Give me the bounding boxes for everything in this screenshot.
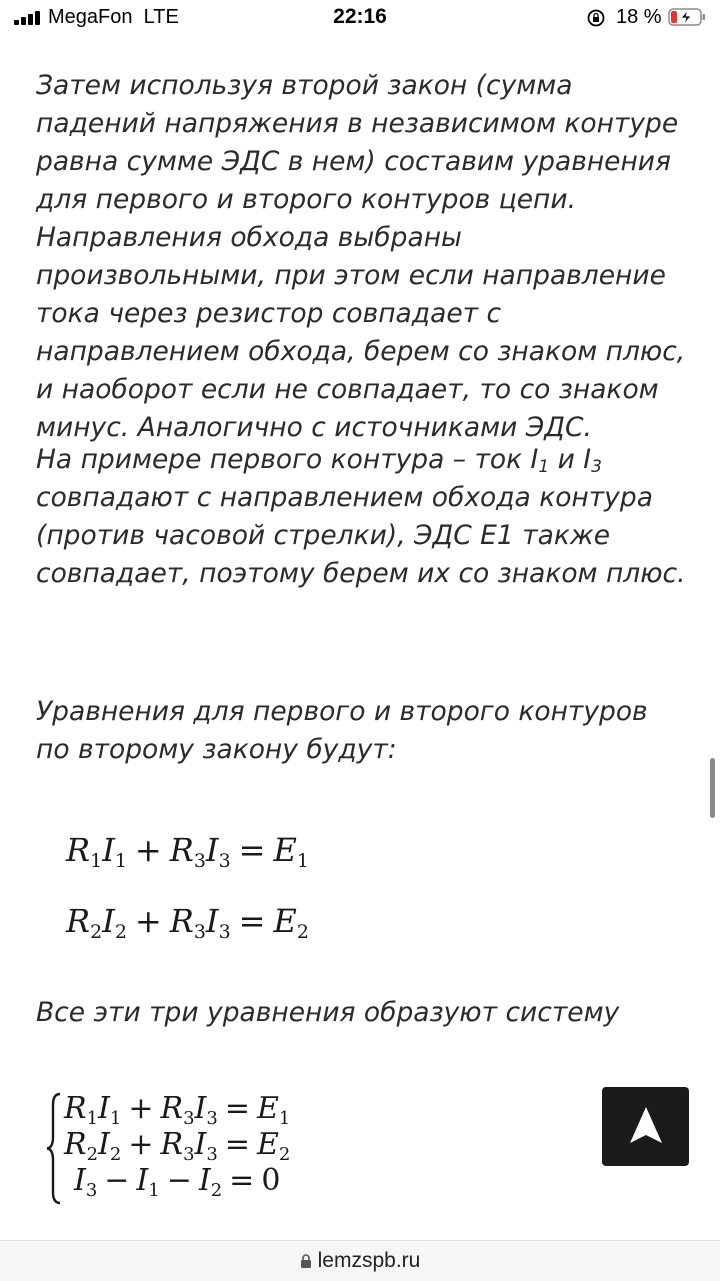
system-line-1: $R_1I_1 + R_3I_3 = E_1$ [64, 1091, 291, 1129]
status-bar [0, 0, 720, 36]
paragraph-kirchhoff-second-law: Затем используя второй закон (сумма падений напряжения в независимом контуре равна сумме ЭДС в нем) составим уравнения для первого и второго контуров цепи. Направления обхода выбраны произвольными, при этом если направление тока через резистор совпадает с направлением обхода, берем со знаком плюс, и наоборот если не совпадает, то со знаком минус. Аналогично с источниками ЭДС. [36, 70, 686, 443]
equation-loop-2: $R_2I_2 + R_3I_3 = E_2$ [66, 902, 309, 943]
curly-brace-icon [44, 1091, 64, 1206]
system-line-2: $R_2I_2 + R_3I_3 = E_2$ [64, 1127, 291, 1165]
equation-loop-1: $R_1I_1 + R_3I_3 = E_1$ [66, 831, 309, 872]
paragraph-system-intro: Все эти три уравнения образуют систему [36, 997, 620, 1028]
lock-icon [300, 1253, 312, 1269]
rotation-lock-icon [587, 9, 605, 27]
back-to-top-button[interactable] [602, 1087, 689, 1166]
clock: 22:16 [333, 5, 387, 28]
arrow-up-icon [628, 1105, 664, 1147]
article-content [0, 36, 720, 1240]
paragraph-first-loop-example: На примере первого контура – ток $I_1$ и $I_3$ совпадают с направлением обхода контура (против часовой стрелки), ЭДС E1 также совпадает, поэтому берем их со знаком плюс. [36, 444, 686, 589]
address-bar[interactable] [0, 1240, 720, 1281]
battery-charging-icon [668, 8, 706, 26]
battery-percent: 18 % [616, 6, 662, 28]
page-scrollbar[interactable] [710, 758, 715, 818]
system-line-3: $I_3 - I_1 - I_2 = 0$ [73, 1163, 281, 1201]
paragraph-equations-intro: Уравнения для первого и второго контуров по второму закону будут: [36, 696, 648, 765]
url-text: lemzspb.ru [317, 1249, 421, 1272]
carrier-label: MegaFon LTE [48, 6, 179, 28]
